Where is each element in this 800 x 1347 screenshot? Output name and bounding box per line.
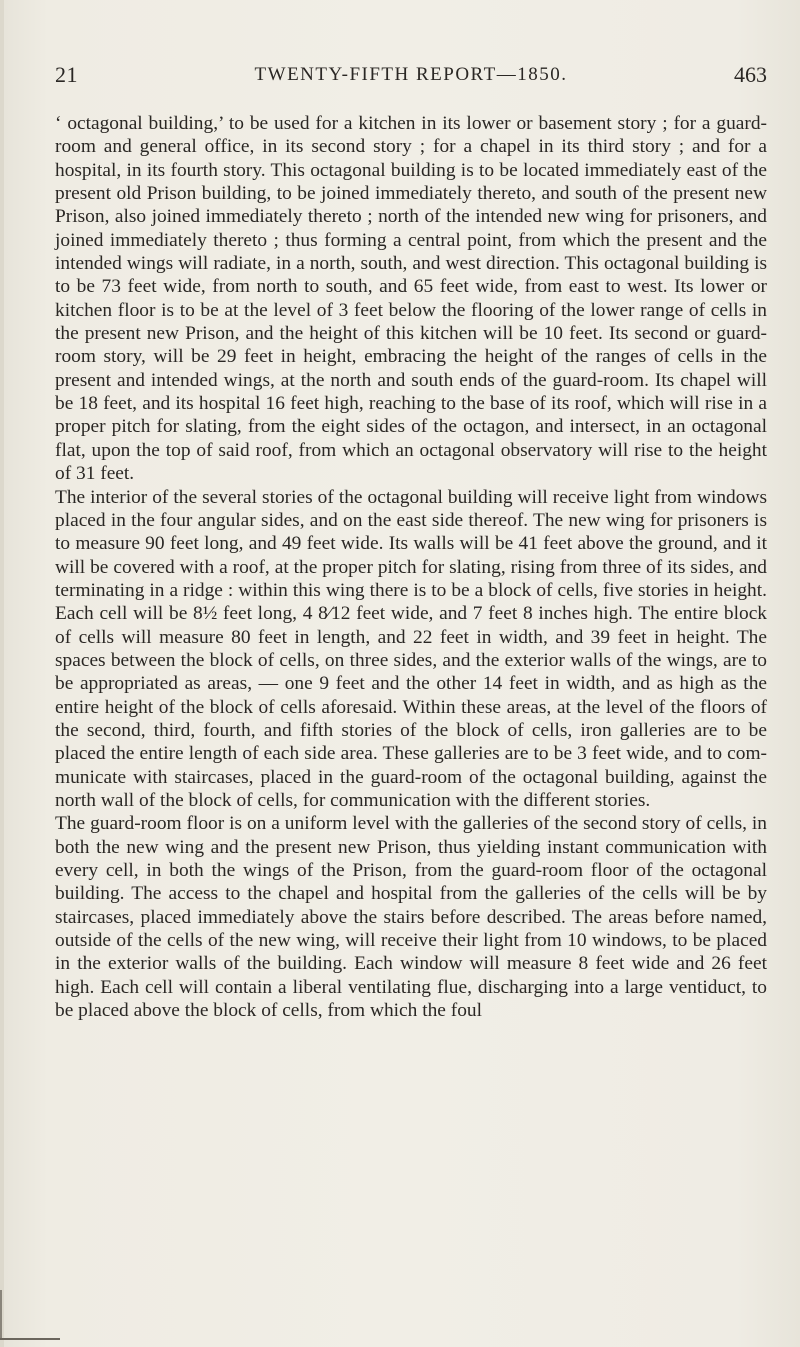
- page-section-number: 21: [55, 62, 78, 87]
- body-text: [55, 112, 767, 1022]
- running-head: TWENTY-FIFTH REPORT—1850.: [254, 64, 568, 85]
- scan-corner-mark-bottom: [0, 1338, 60, 1340]
- page-left-edge: [0, 0, 4, 1347]
- page-header: [55, 62, 767, 92]
- page-number: 463: [734, 62, 767, 87]
- scan-corner-mark: [0, 1290, 2, 1340]
- paragraph-guard-room-floor: The guard-room floor is on a uniform level with the galleries of the second story of cells, in both the new wing and the present new Prison, thus yielding instant communication with every cell, in both the wings of the Prison, from the guard-room floor of the octagonal building. The access to the chapel and hospital from the galleries of the cells will be by staircases, placed immediately above the stairs before described. The areas before named, outside of the cells of the new wing, will receive their light from 10 windows, to be placed in the exterior walls of the building. Each window will measure 8 feet wide and 26 feet high. Each cell will contain a liberal ventilating flue, discharging into a large ventiduct, to be placed above the block of cells, from which the foul: [55, 813, 767, 1022]
- paragraph-octagonal-building: ‘ octagonal building,’ to be used for a kitchen in its lower or basement story ; for a guard-room and general office, in its second story ; for a chapel in its third story ; and for a hospital, in its fourth story. This octagonal building is to be located immediately east of the present old Prison building, to be joined immediately thereto, and south of the present new Prison, also joined immediately thereto ; north of the intended new wing for prisoners, and joined immediately thereto ; thus forming a central point, from which the present and the intended wings will radiate, in a north, south, and west direction. This octagonal building is to be 73 feet wide, from north to south, and 65 feet wide, from east to west. Its lower or kitchen floor is to be at the level of 3 feet below the flooring of the lower range of cells in the present new Prison, and the height of this kitchen will be 10 feet. Its second or guard-room story, will be 29 feet in height, embracing the height of the ranges of cells in the present and intended wings, at the north and south ends of the guard-room. Its chapel will be 18 feet, and its hospital 16 feet high, reaching to the base of its roof, which will rise in a proper pitch for slating, from the eight sides of the octagon, and intersect, in an octagonal flat, upon the top of said roof, from which an octagonal observatory will rise to the height of 31 feet.: [55, 113, 767, 485]
- paragraph-interior-and-new-wing: The interior of the several stories of the octagonal building will receive light from windows placed in the four angular sides, and on the east side thereof. The new wing for prisoners is to measure 90 feet long, and 49 feet wide. Its walls will be 41 feet above the ground, and it will be covered with a roof, at the proper pitch for slating, rising from three of its sides, and terminating in a ridge : within this wing there is to be a block of cells, five stories in height. Each cell will be 8½ feet long, 4 8⁄12 feet wide, and 7 feet 8 inches high. The entire block of cells will measure 80 feet in length, and 22 feet in width, and 39 feet in height. The spaces between the block of cells, on three sides, and the exterior walls of the wings, are to be appropriated as areas, — one 9 feet and the other 14 feet in width, and as high as the entire height of the block of cells aforesaid. Within these areas, at the level of the floors of the second, third, fourth, and fifth stories of the block of cells, iron galleries are to be placed the entire length of each side area. These galleries are to be 3 feet wide, and to communicate with staircases, placed in the guard-room of the octagonal building, against the north wall of the block of cells, for communication with the different stories.: [55, 486, 767, 811]
